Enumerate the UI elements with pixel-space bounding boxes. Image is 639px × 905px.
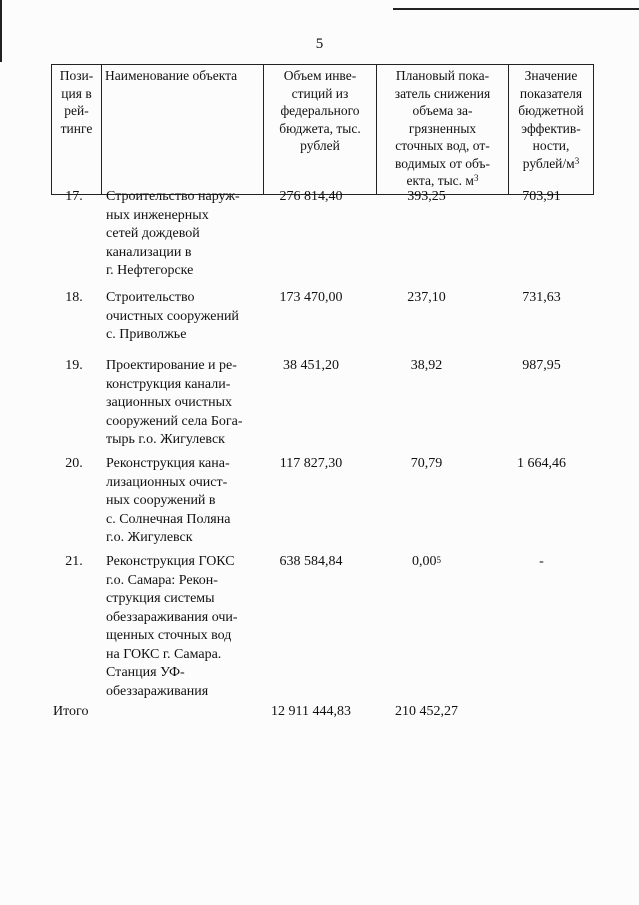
row-value: - (539, 554, 544, 569)
row-investment: 638 584,84 (279, 554, 343, 569)
row-value: 987,95 (522, 358, 561, 373)
row-position: 20. (65, 456, 83, 471)
row-name: Реконструкция ГОКС г.о. Самара: Рекон- струкция системы обеззараживания очи- щенных сточных вод на ГОКС г. Самара. Станция УФ- обеззараживания (106, 554, 238, 699)
header-value: Значение показателя бюджетной эффектив- ности, рублей/$м^3$ (509, 65, 594, 195)
table-header (51, 64, 594, 195)
row-position: 18. (65, 290, 83, 305)
row-investment: 173 470,00 (279, 290, 343, 305)
row-plan: 393,25 (407, 189, 446, 204)
row-name: Строительство наруж- ных инженерных сетей дождевой канализации в г. Нефтегорске (106, 189, 240, 278)
row-investment: 117 827,30 (279, 456, 343, 471)
row-position: 17. (65, 189, 83, 204)
total-label: Итого (53, 704, 89, 719)
row-investment: 276 814,40 (279, 189, 343, 204)
row-plan: 237,10 (407, 290, 446, 305)
row-value: 703,91 (522, 189, 561, 204)
total-investment: 12 911 444,83 (271, 704, 351, 719)
page-number: 5 (315, 36, 324, 52)
row-investment: 38 451,20 (283, 358, 339, 373)
scan-top-line (393, 8, 639, 10)
header-position: Пози- ция в рей- тинге (52, 65, 102, 195)
row-value: 1 664,46 (517, 456, 566, 471)
row-position: 19. (65, 358, 83, 373)
row-position: 21. (65, 554, 83, 569)
row-name: Реконструкция кана- лизационных очист- ных сооружений в с. Солнечная Поляна г.о. Жигулевск (106, 456, 231, 545)
total-plan: 210 452,27 (395, 704, 458, 719)
row-plan: 70,79 (410, 456, 443, 471)
row-value: 731,63 (522, 290, 561, 305)
row-name: Проектирование и ре- конструкция канали- зационных очистных сооружений села Бога- тырь г.о. Жигулевск (106, 358, 243, 447)
row-plan: 38,92 (410, 358, 443, 373)
row-name: Строительство очистных сооружений с. Приволжье (106, 290, 239, 342)
header-investment: Объем инве- стиций из федерального бюджета, тыс. рублей (264, 65, 377, 195)
header-name: Наименование объекта (102, 65, 264, 195)
row-plan: 0,00$^5$ (412, 554, 441, 569)
header-plan: Плановый пока- затель снижения объема за- грязненных сточных вод, от- водимых от объ- екта, тыс. $м^3$ (377, 65, 509, 195)
